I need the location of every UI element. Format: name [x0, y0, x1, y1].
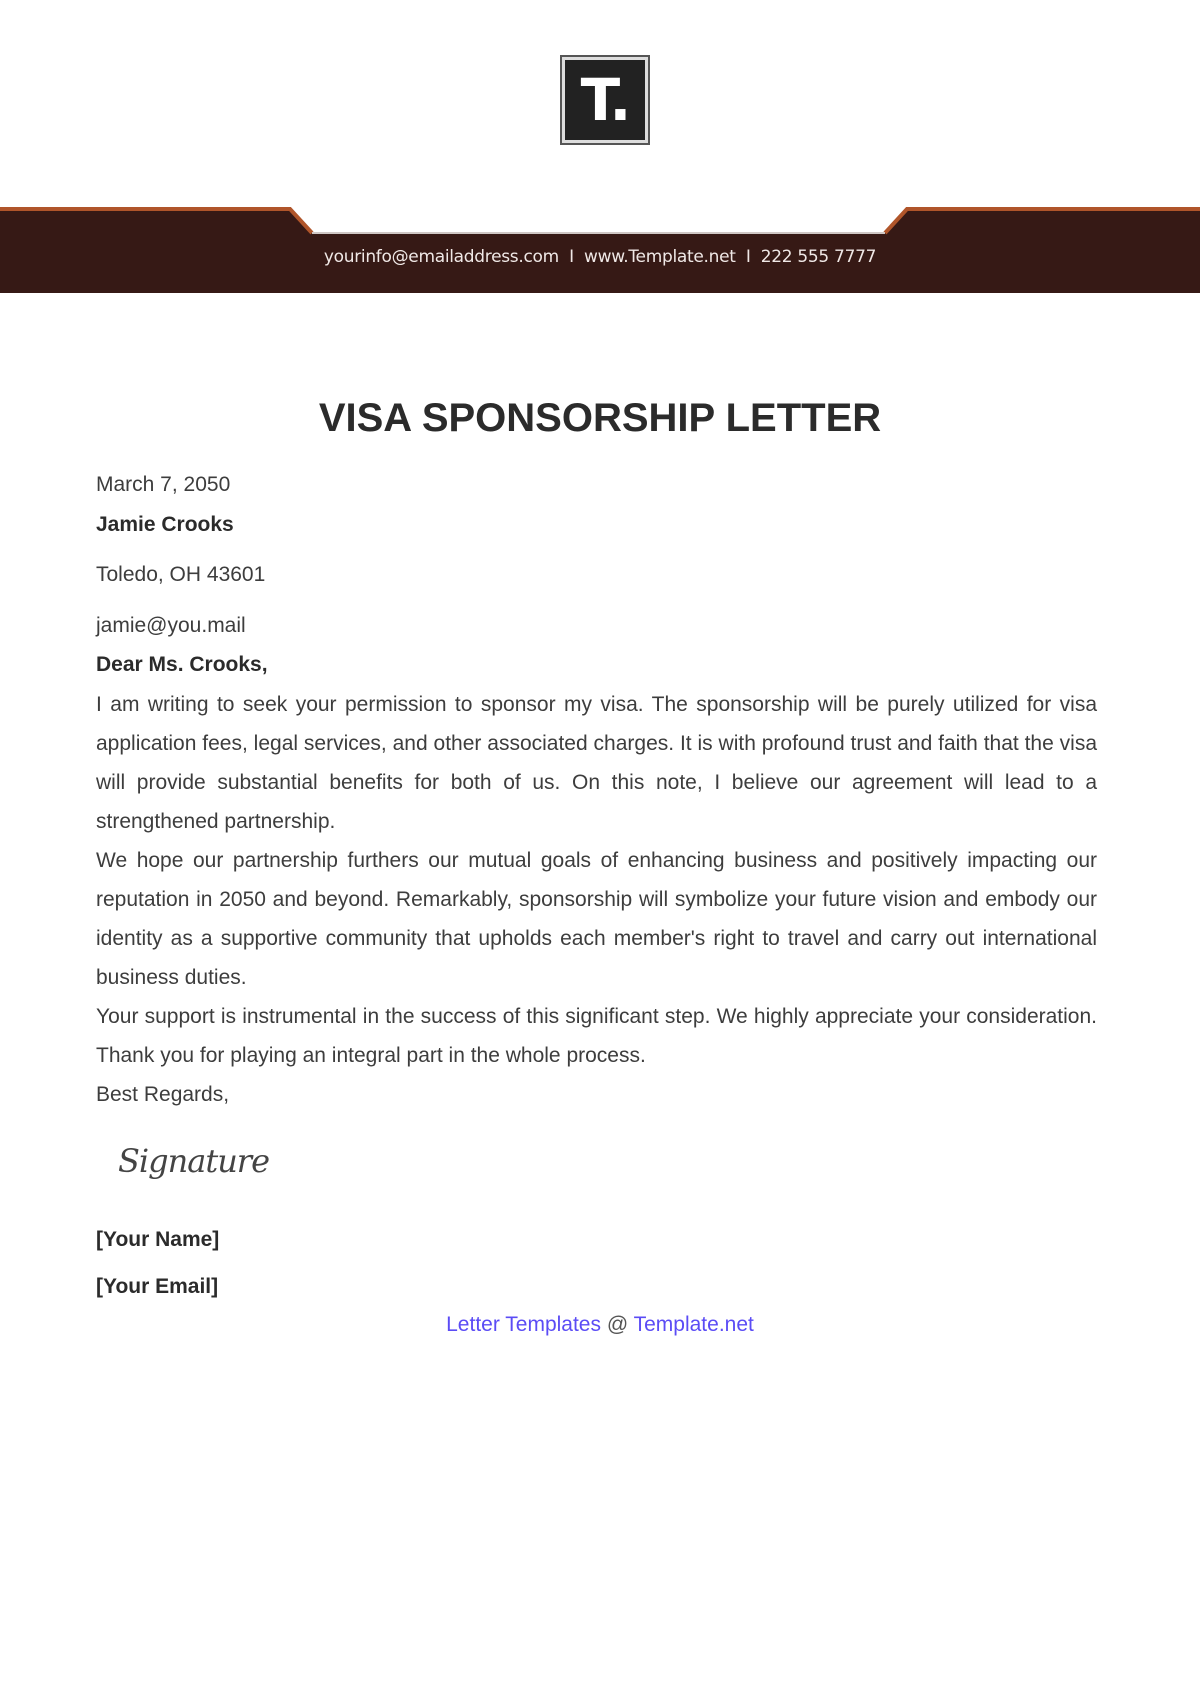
paragraph-1: I am writing to seek your permission to sponsor my visa. The sponsorship will be purely utilized for visa application fees, legal services, and other associated charges. It is with profound trust and faith that the visa will provide substantial benefits for both of us. On this note, I believe our agreement will lead to a strengthened partnership.: [96, 693, 1097, 833]
recipient-address: Toledo, OH 43601: [96, 563, 266, 586]
date: March 7, 2050: [96, 473, 231, 496]
paragraph-2: We hope our partnership furthers our mutual goals of enhancing business and positively impacting our reputation in 2050 and beyond. Remarkably, sponsorship will symbolize your future vision and embody our identity as a supportive community that upholds each member's right to travel and carry out international business duties.: [96, 849, 1097, 989]
page-title: VISA SPONSORSHIP LETTER: [318, 396, 882, 440]
salutation: Dear Ms. Crooks,: [96, 653, 268, 676]
letter-templates-link[interactable]: Letter Templates: [446, 1313, 601, 1336]
logo: [560, 55, 650, 145]
footer-separator: @: [601, 1313, 634, 1336]
paragraph-3: Your support is instrumental in the success of this significant step. We highly appreciate your consideration. Thank you for playing an integral part in the whole process.: [96, 1005, 1097, 1067]
sender-email: [Your Email]: [96, 1275, 219, 1298]
recipient-name: Jamie Crooks: [96, 513, 234, 536]
footer: [0, 1313, 1200, 1337]
contact-info: yourinfo@emailaddress.com I www.Template.net I 222 555 7777: [323, 247, 877, 267]
sender-name: [Your Name]: [96, 1228, 220, 1251]
template-net-link[interactable]: Template.net: [633, 1313, 754, 1336]
logo-text: T.: [580, 66, 630, 134]
closing: Best Regards,: [96, 1083, 230, 1106]
recipient-email: jamie@you.mail: [96, 614, 246, 637]
signature: Signature: [118, 1142, 270, 1180]
